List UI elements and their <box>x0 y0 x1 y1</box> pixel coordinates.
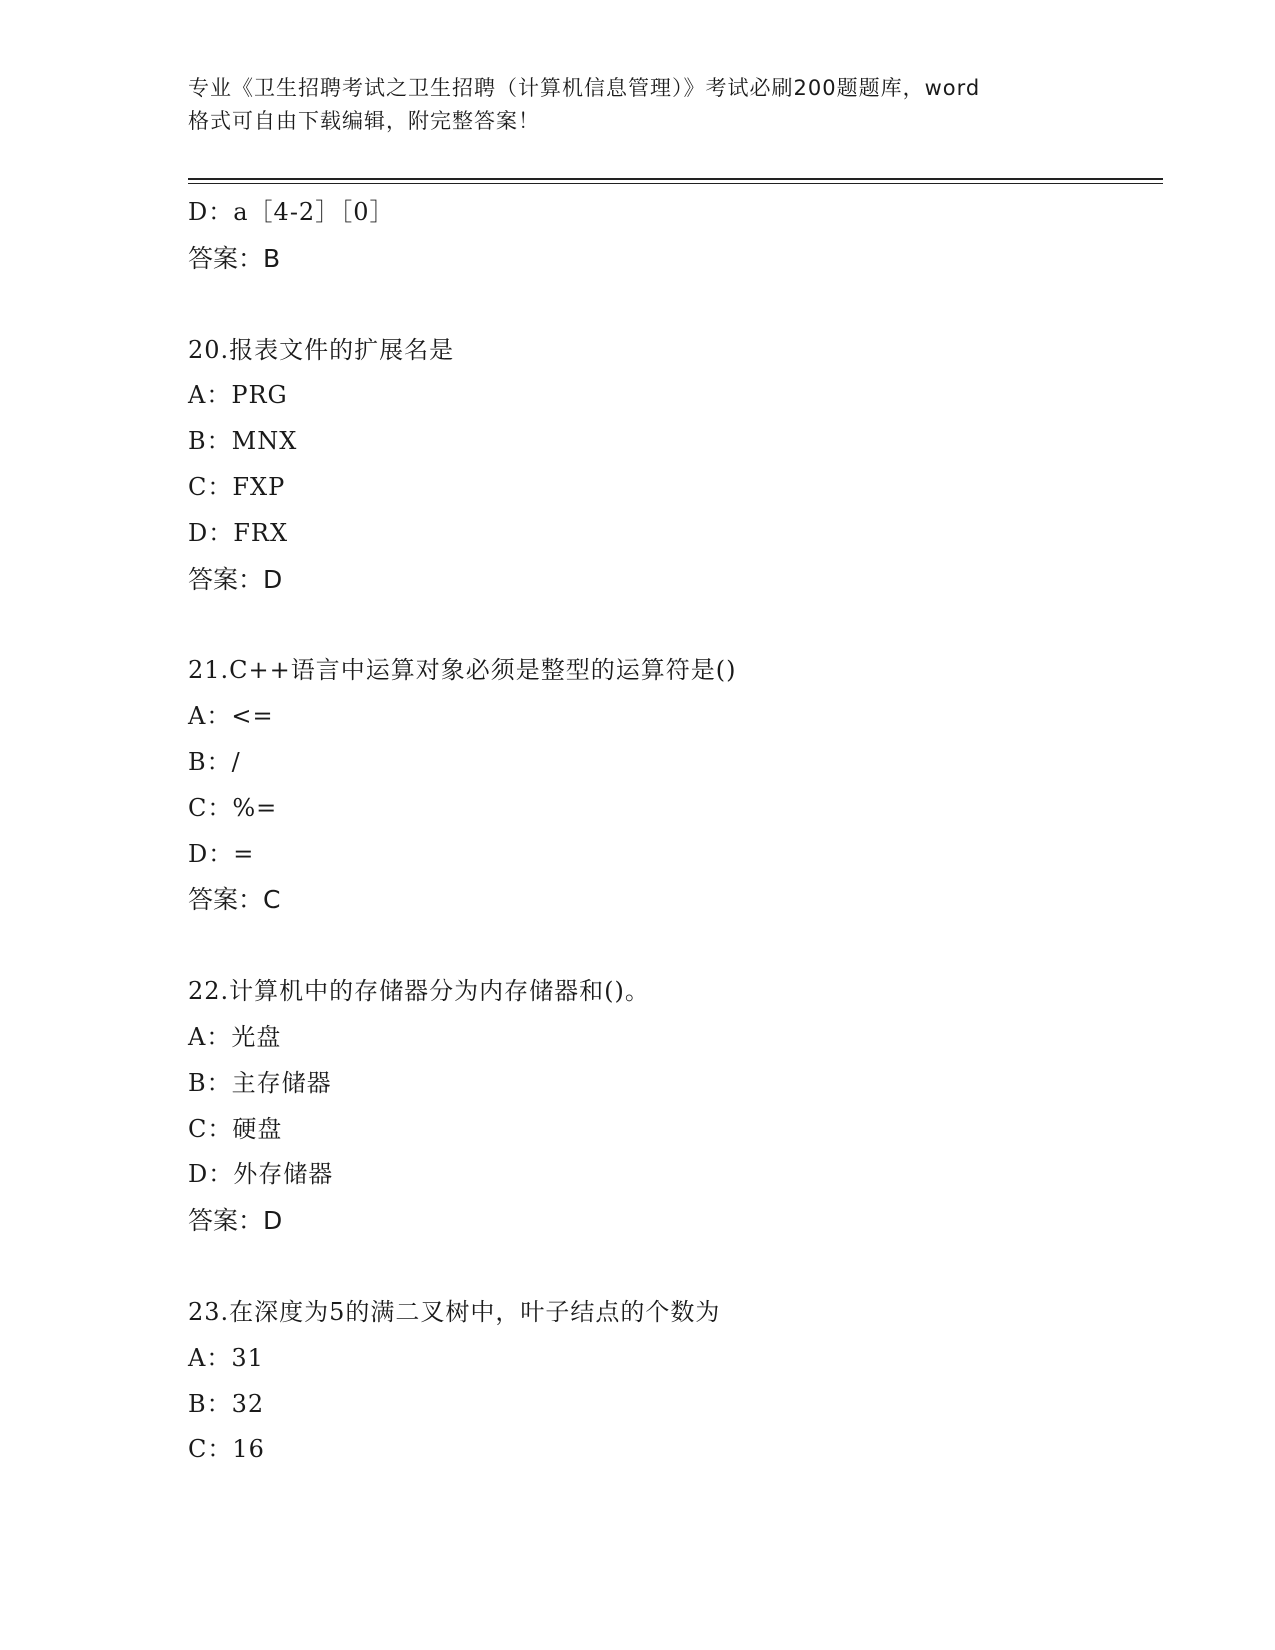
carryover-option-d: D：a［4-2］［0］ <box>188 198 395 226</box>
question-stem: 21.C++语言中运算对象必须是整型的运算符是() <box>188 656 737 685</box>
question-23 <box>188 1290 1163 1473</box>
option-c: C：%= <box>188 793 278 822</box>
question-stem: 23.在深度为5的满二叉树中，叶子结点的个数为 <box>188 1297 721 1326</box>
question-22 <box>188 969 1163 1244</box>
option-a: A：<= <box>188 702 274 731</box>
question-21 <box>188 648 1163 923</box>
header-title-line-1: 专业《卫生招聘考试之卫生招聘（计算机信息管理）》考试必刷200题题库，word <box>188 76 981 100</box>
option-a: A：PRG <box>188 381 288 410</box>
spacer <box>188 1244 1163 1290</box>
option-d: D：FRX <box>188 518 289 547</box>
carryover-answer: 答案：B <box>188 243 281 273</box>
option-c: C：FXP <box>188 472 286 501</box>
option-c: C：16 <box>188 1435 265 1464</box>
question-20 <box>188 328 1163 603</box>
document-header <box>188 72 1088 138</box>
option-d: D：外存储器 <box>188 1160 334 1189</box>
option-b: B：MNX <box>188 427 298 456</box>
answer: 答案：C <box>188 885 281 915</box>
option-d: D：= <box>188 839 255 868</box>
option-a: A：31 <box>188 1343 264 1372</box>
question-stem: 22.计算机中的存储器分为内存储器和()。 <box>188 977 650 1006</box>
question-stem: 20.报表文件的扩展名是 <box>188 335 455 364</box>
option-a: A：光盘 <box>188 1022 282 1051</box>
spacer <box>188 282 1163 328</box>
header-divider-thin <box>188 183 1163 184</box>
spacer <box>188 923 1163 969</box>
option-b: B：/ <box>188 747 241 776</box>
answer: 答案：D <box>188 564 283 594</box>
header-title-line-2: 格式可自由下载编辑，附完整答案！ <box>188 109 540 133</box>
header-divider-thick <box>188 178 1163 180</box>
option-b: B：主存储器 <box>188 1068 332 1097</box>
option-b: B：32 <box>188 1389 265 1418</box>
question-content <box>188 190 1163 1473</box>
answer: 答案：D <box>188 1206 283 1236</box>
option-c: C：硬盘 <box>188 1114 283 1143</box>
spacer <box>188 602 1163 648</box>
